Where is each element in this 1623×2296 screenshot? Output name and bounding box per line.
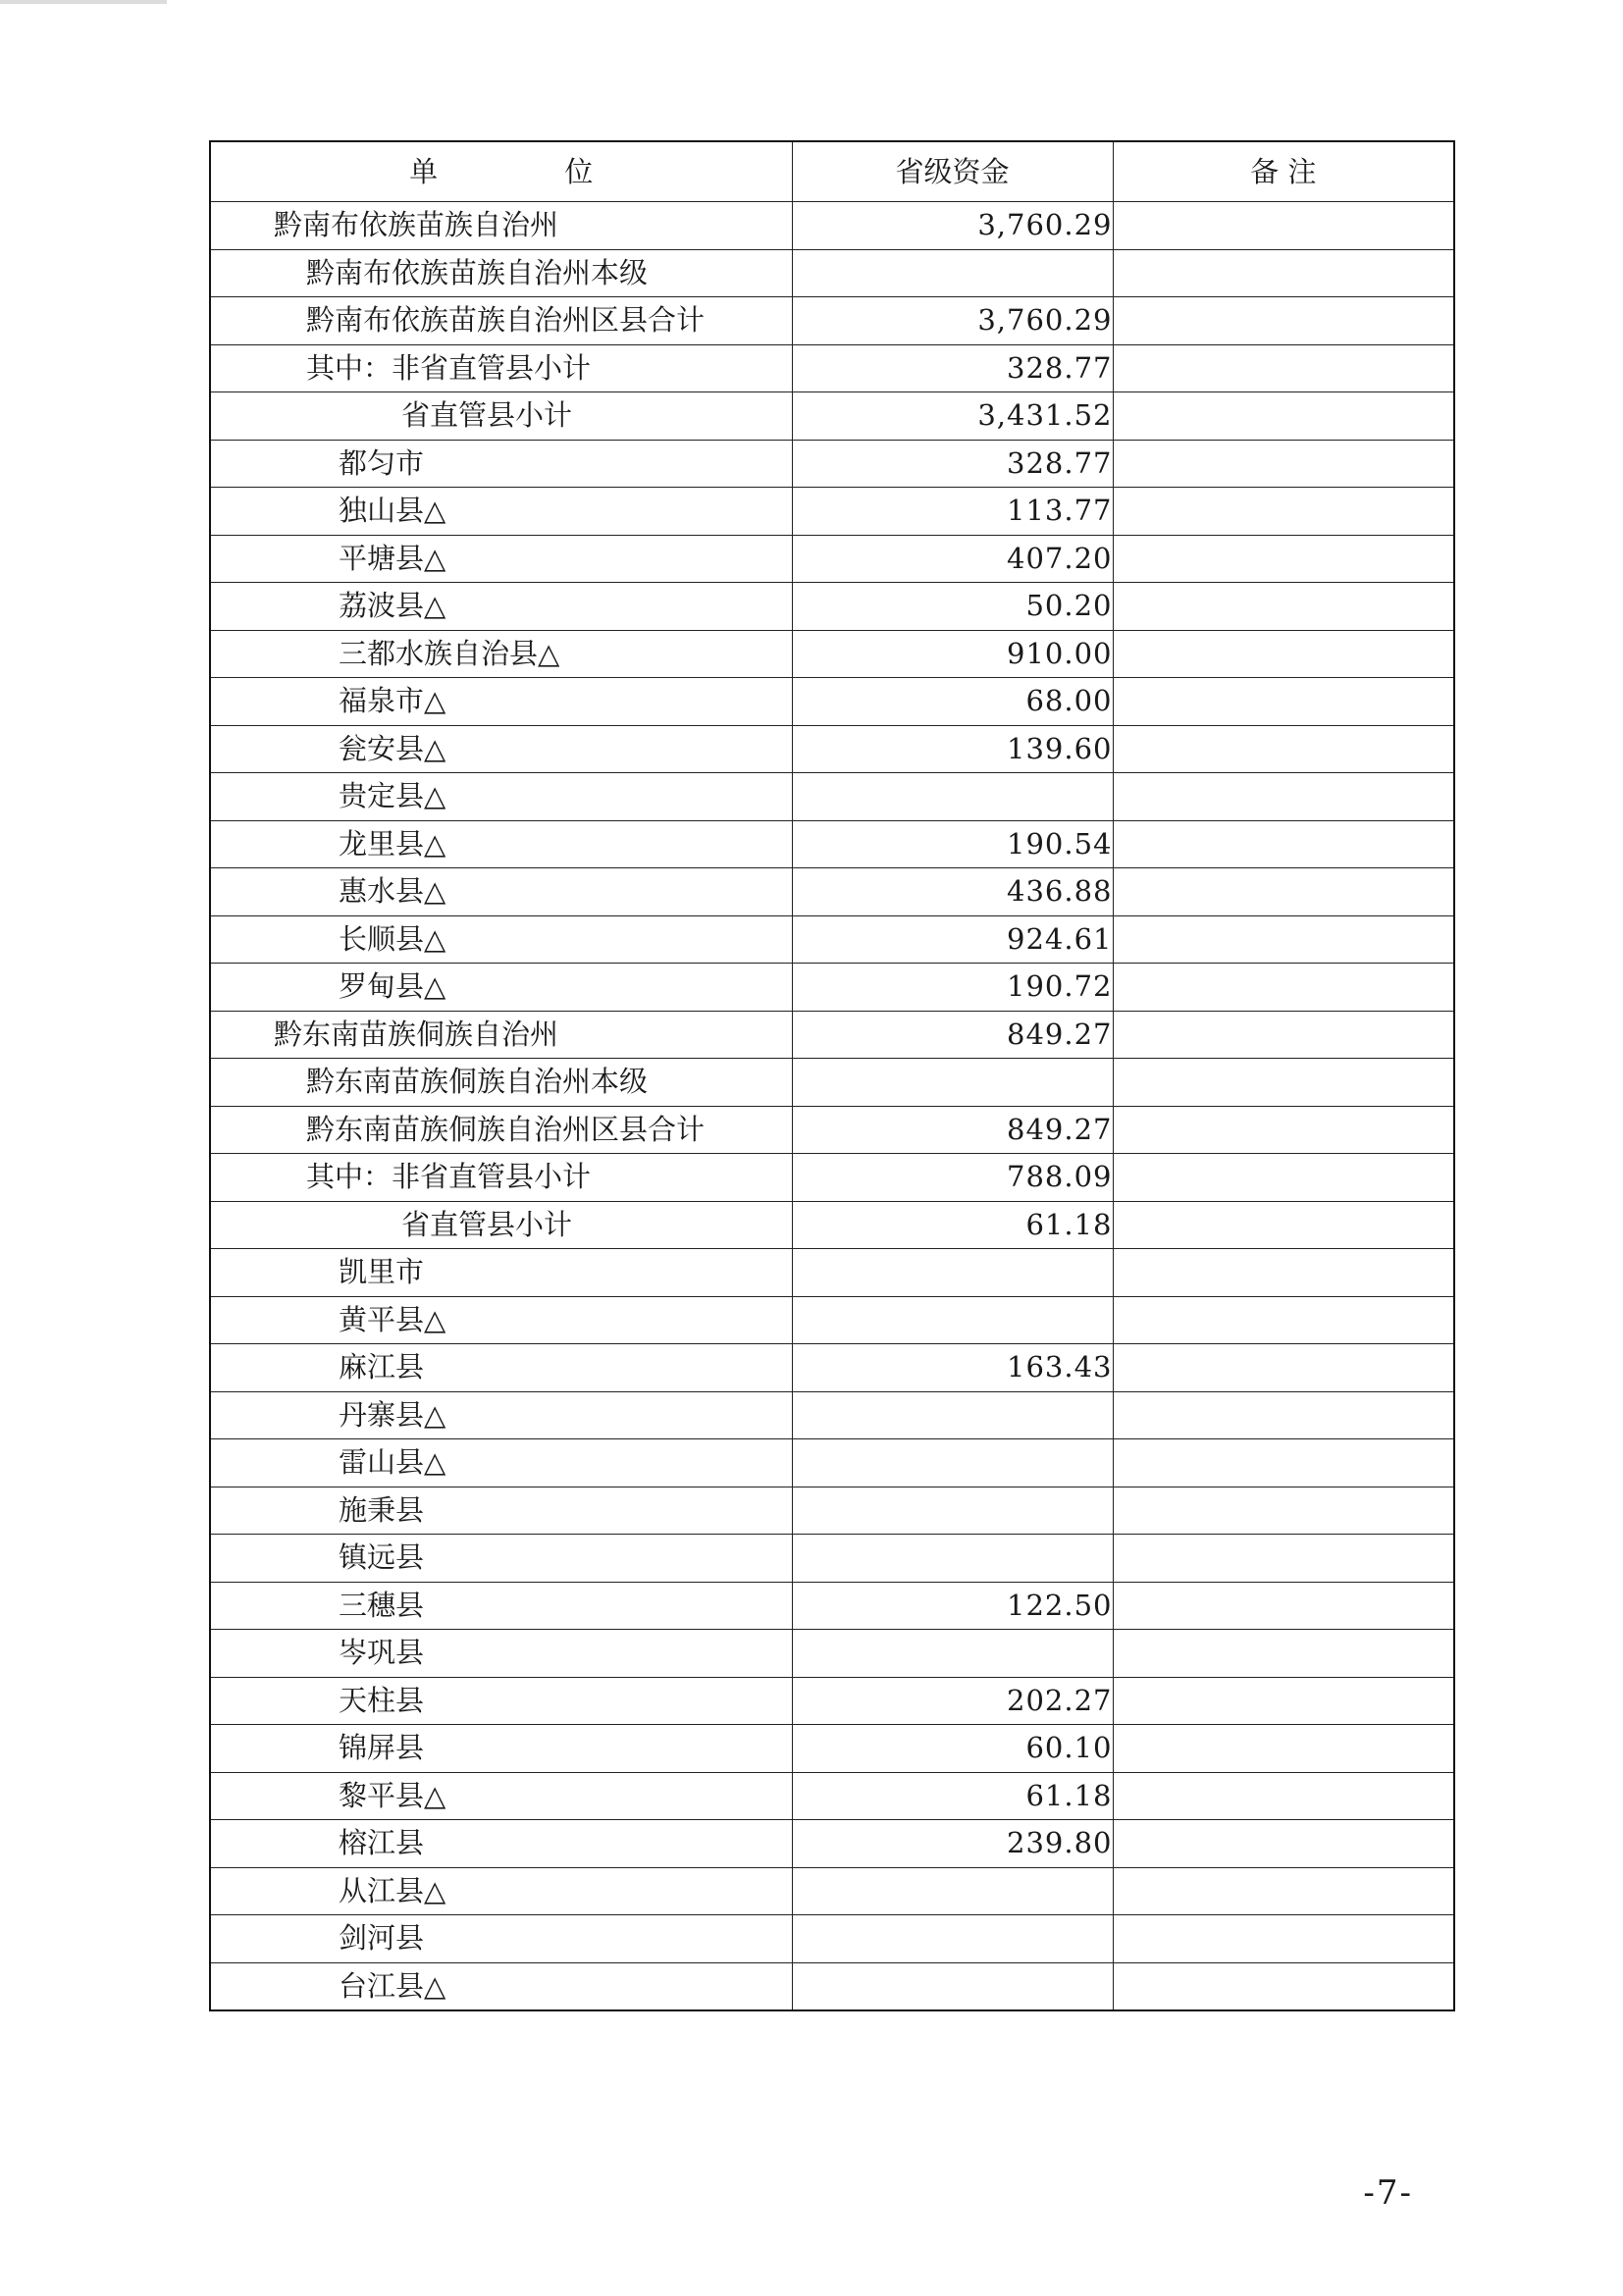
table-row — [210, 630, 1454, 678]
table-row — [210, 964, 1454, 1012]
unit-name-cell: 黔东南苗族侗族自治州 — [210, 1011, 792, 1059]
table-row — [210, 1915, 1454, 1963]
unit-name-cell: 惠水县△ — [210, 868, 792, 916]
amount-cell: 910.00 — [792, 630, 1113, 678]
table-row — [210, 1962, 1454, 2010]
table-row — [210, 1867, 1454, 1915]
amount-cell: 3,760.29 — [792, 297, 1113, 345]
amount-cell: 113.77 — [792, 488, 1113, 536]
amount-cell: 61.18 — [792, 1201, 1113, 1249]
remark-cell — [1113, 1962, 1454, 2010]
amount-cell: 68.00 — [792, 678, 1113, 726]
remark-cell — [1113, 297, 1454, 345]
table-row — [210, 1487, 1454, 1535]
remark-cell — [1113, 678, 1454, 726]
amount-cell: 239.80 — [792, 1820, 1113, 1868]
table-row — [210, 1535, 1454, 1583]
amount-cell: 407.20 — [792, 535, 1113, 583]
amount-cell: 3,431.52 — [792, 392, 1113, 441]
amount-cell: 849.27 — [792, 1011, 1113, 1059]
unit-name-cell: 瓮安县△ — [210, 725, 792, 773]
table-row — [210, 1344, 1454, 1392]
amount-cell — [792, 1630, 1113, 1678]
amount-cell: 163.43 — [792, 1344, 1113, 1392]
table-row — [210, 1201, 1454, 1249]
table-row — [210, 1249, 1454, 1297]
remark-cell — [1113, 1201, 1454, 1249]
unit-name-cell: 省直管县小计 — [210, 392, 792, 441]
remark-cell — [1113, 202, 1454, 250]
unit-name-cell: 其中：非省直管县小计 — [210, 1154, 792, 1202]
remark-cell — [1113, 1106, 1454, 1154]
table-row — [210, 440, 1454, 488]
table-row — [210, 1677, 1454, 1725]
amount-cell — [792, 249, 1113, 297]
amount-cell — [792, 1867, 1113, 1915]
scan-artifact — [0, 0, 167, 4]
amount-cell — [792, 1487, 1113, 1535]
remark-cell — [1113, 630, 1454, 678]
remark-cell — [1113, 915, 1454, 964]
table-row — [210, 488, 1454, 536]
remark-cell — [1113, 488, 1454, 536]
table-row — [210, 1154, 1454, 1202]
amount-cell: 924.61 — [792, 915, 1113, 964]
remark-cell — [1113, 868, 1454, 916]
remark-cell — [1113, 1535, 1454, 1583]
remark-cell — [1113, 820, 1454, 868]
amount-cell: 139.60 — [792, 725, 1113, 773]
table-row — [210, 820, 1454, 868]
unit-name-cell: 榕江县 — [210, 1820, 792, 1868]
amount-cell: 3,760.29 — [792, 202, 1113, 250]
unit-name-cell: 都匀市 — [210, 440, 792, 488]
unit-name-cell: 黔南布依族苗族自治州 — [210, 202, 792, 250]
unit-name-cell: 福泉市△ — [210, 678, 792, 726]
table-row — [210, 868, 1454, 916]
table-row — [210, 915, 1454, 964]
table-row — [210, 535, 1454, 583]
table-row — [210, 344, 1454, 392]
column-header-remarks: 备 注 — [1113, 141, 1454, 202]
amount-cell: 849.27 — [792, 1106, 1113, 1154]
amount-cell — [792, 1296, 1113, 1344]
amount-cell: 60.10 — [792, 1725, 1113, 1773]
amount-cell: 50.20 — [792, 583, 1113, 631]
page-number: -7- — [1363, 2173, 1413, 2213]
table-row — [210, 773, 1454, 821]
amount-cell: 122.50 — [792, 1582, 1113, 1630]
unit-name-cell: 麻江县 — [210, 1344, 792, 1392]
amount-cell — [792, 773, 1113, 821]
unit-name-cell: 其中：非省直管县小计 — [210, 344, 792, 392]
remark-cell — [1113, 1154, 1454, 1202]
unit-name-cell: 岑巩县 — [210, 1630, 792, 1678]
remark-cell — [1113, 1677, 1454, 1725]
remark-cell — [1113, 583, 1454, 631]
amount-cell: 190.72 — [792, 964, 1113, 1012]
table-row — [210, 1725, 1454, 1773]
remark-cell — [1113, 1630, 1454, 1678]
remark-cell — [1113, 1011, 1454, 1059]
remark-cell — [1113, 1487, 1454, 1535]
remark-cell — [1113, 344, 1454, 392]
unit-name-cell: 台江县△ — [210, 1962, 792, 2010]
unit-name-cell: 平塘县△ — [210, 535, 792, 583]
table-row — [210, 1630, 1454, 1678]
column-header-unit: 单 位 — [210, 141, 792, 202]
unit-name-cell: 丹寨县△ — [210, 1391, 792, 1439]
table-row — [210, 1011, 1454, 1059]
table-row — [210, 1106, 1454, 1154]
amount-cell: 202.27 — [792, 1677, 1113, 1725]
remark-cell — [1113, 1772, 1454, 1820]
remark-cell — [1113, 1344, 1454, 1392]
amount-cell — [792, 1391, 1113, 1439]
amount-cell: 788.09 — [792, 1154, 1113, 1202]
remark-cell — [1113, 1867, 1454, 1915]
unit-name-cell: 龙里县△ — [210, 820, 792, 868]
remark-cell — [1113, 1820, 1454, 1868]
unit-name-cell: 省直管县小计 — [210, 1201, 792, 1249]
table-row — [210, 583, 1454, 631]
unit-name-cell: 天柱县 — [210, 1677, 792, 1725]
remark-cell — [1113, 1059, 1454, 1107]
remark-cell — [1113, 725, 1454, 773]
funds-allocation-table — [209, 140, 1455, 2011]
column-header-provincial-funds: 省级资金 — [792, 141, 1113, 202]
unit-name-cell: 三都水族自治县△ — [210, 630, 792, 678]
remark-cell — [1113, 535, 1454, 583]
unit-name-cell: 雷山县△ — [210, 1439, 792, 1487]
remark-cell — [1113, 1915, 1454, 1963]
table-row — [210, 297, 1454, 345]
amount-cell: 328.77 — [792, 344, 1113, 392]
table-row — [210, 1772, 1454, 1820]
unit-name-cell: 独山县△ — [210, 488, 792, 536]
table-row — [210, 1820, 1454, 1868]
unit-name-cell: 黔东南苗族侗族自治州区县合计 — [210, 1106, 792, 1154]
unit-name-cell: 长顺县△ — [210, 915, 792, 964]
amount-cell: 328.77 — [792, 440, 1113, 488]
table-row — [210, 202, 1454, 250]
remark-cell — [1113, 964, 1454, 1012]
table-row — [210, 1391, 1454, 1439]
amount-cell — [792, 1915, 1113, 1963]
amount-cell — [792, 1059, 1113, 1107]
unit-name-cell: 荔波县△ — [210, 583, 792, 631]
remark-cell — [1113, 440, 1454, 488]
amount-cell: 190.54 — [792, 820, 1113, 868]
table-row — [210, 249, 1454, 297]
table-header-row — [210, 141, 1454, 202]
unit-name-cell: 锦屏县 — [210, 1725, 792, 1773]
unit-name-cell: 贵定县△ — [210, 773, 792, 821]
remark-cell — [1113, 1582, 1454, 1630]
remark-cell — [1113, 392, 1454, 441]
unit-name-cell: 凯里市 — [210, 1249, 792, 1297]
unit-name-cell: 黔南布依族苗族自治州区县合计 — [210, 297, 792, 345]
table-row — [210, 725, 1454, 773]
table-row — [210, 678, 1454, 726]
table-row — [210, 392, 1454, 441]
remark-cell — [1113, 773, 1454, 821]
unit-name-cell: 黄平县△ — [210, 1296, 792, 1344]
unit-name-cell: 黔东南苗族侗族自治州本级 — [210, 1059, 792, 1107]
remark-cell — [1113, 1391, 1454, 1439]
remark-cell — [1113, 1296, 1454, 1344]
remark-cell — [1113, 1725, 1454, 1773]
amount-cell: 61.18 — [792, 1772, 1113, 1820]
table-row — [210, 1059, 1454, 1107]
remark-cell — [1113, 1439, 1454, 1487]
amount-cell — [792, 1439, 1113, 1487]
unit-name-cell: 从江县△ — [210, 1867, 792, 1915]
unit-name-cell: 三穗县 — [210, 1582, 792, 1630]
remark-cell — [1113, 1249, 1454, 1297]
unit-name-cell: 镇远县 — [210, 1535, 792, 1583]
unit-name-cell: 黔南布依族苗族自治州本级 — [210, 249, 792, 297]
amount-cell — [792, 1962, 1113, 2010]
amount-cell — [792, 1535, 1113, 1583]
unit-name-cell: 剑河县 — [210, 1915, 792, 1963]
amount-cell: 436.88 — [792, 868, 1113, 916]
unit-name-cell: 罗甸县△ — [210, 964, 792, 1012]
amount-cell — [792, 1249, 1113, 1297]
table-row — [210, 1582, 1454, 1630]
unit-name-cell: 施秉县 — [210, 1487, 792, 1535]
remark-cell — [1113, 249, 1454, 297]
table-row — [210, 1439, 1454, 1487]
unit-name-cell: 黎平县△ — [210, 1772, 792, 1820]
table-row — [210, 1296, 1454, 1344]
